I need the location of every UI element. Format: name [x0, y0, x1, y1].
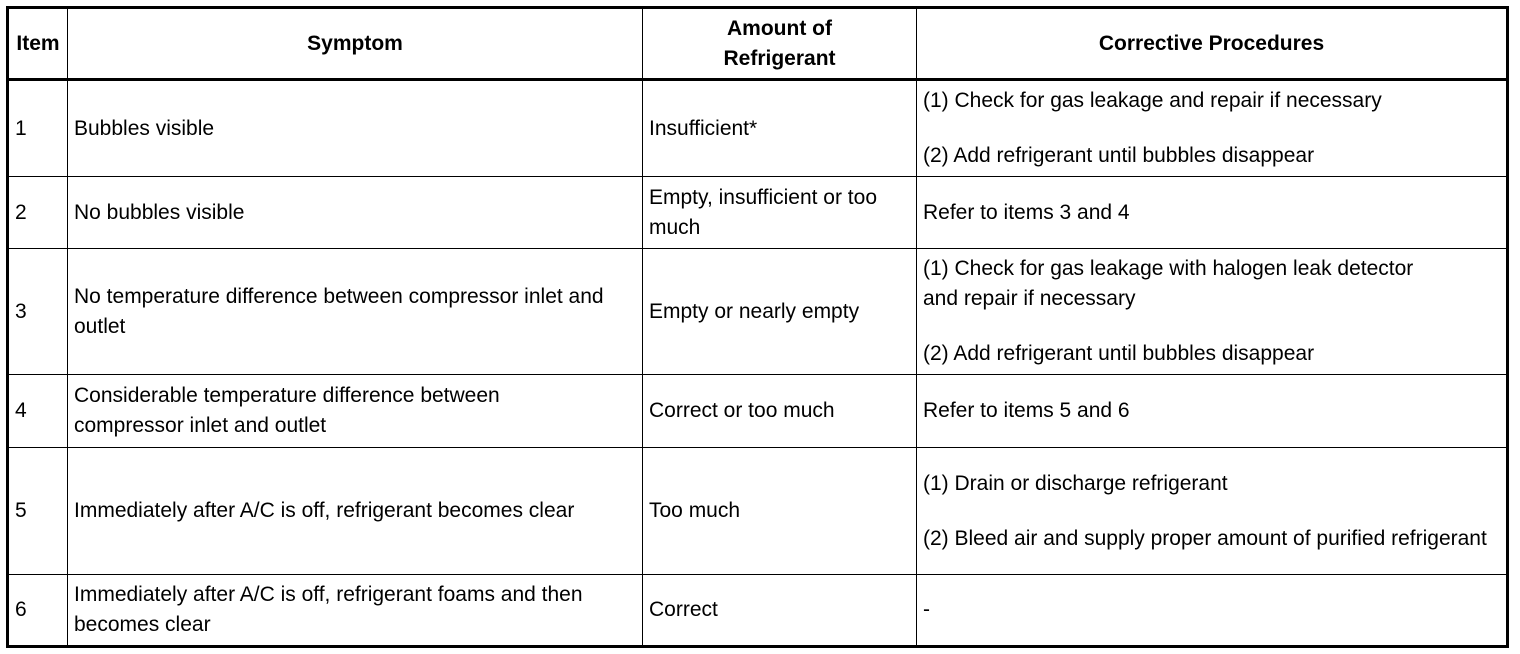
cell-amount: Empty or nearly empty: [643, 249, 917, 375]
cell-procedures: [917, 375, 1508, 448]
procedure-step: (2) Bleed air and supply proper amount of purified refrigerant: [923, 526, 1487, 550]
table-row: [8, 575, 1508, 647]
refrigerant-diagnosis-table: [6, 6, 1509, 648]
header-row: [8, 8, 1508, 80]
procedure-step: (2) Add refrigerant until bubbles disappear: [923, 342, 1315, 365]
cell-procedures: [917, 249, 1508, 375]
cell-item: 2: [8, 177, 68, 249]
procedure-step: -: [923, 598, 930, 621]
cell-procedures: [917, 177, 1508, 249]
header-item: Item: [8, 8, 68, 80]
cell-procedures: [917, 448, 1508, 575]
cell-item: 4: [8, 375, 68, 448]
cell-symptom: Immediately after A/C is off, refrigerant becomes clear: [68, 448, 643, 575]
cell-amount: Too much: [643, 448, 917, 575]
cell-item: 6: [8, 575, 68, 647]
cell-symptom: Immediately after A/C is off, refrigerant foams and then becomes clear: [68, 575, 643, 647]
procedure-step: (1) Drain or discharge refrigerant: [923, 471, 1228, 495]
header-symptom: Symptom: [68, 8, 643, 80]
table-row: [8, 249, 1508, 375]
procedure-step: Refer to items 5 and 6: [923, 399, 1130, 422]
header-amount: Amount of Refrigerant: [643, 8, 917, 80]
cell-item: 5: [8, 448, 68, 575]
cell-symptom: No temperature difference between compressor inlet and outlet: [68, 249, 643, 375]
procedure-step: (1) Check for gas leakage with halogen leak detector and repair if necessary: [923, 257, 1414, 310]
cell-amount: Insufficient*: [643, 80, 917, 177]
cell-symptom: No bubbles visible: [68, 177, 643, 249]
cell-symptom: Bubbles visible: [68, 80, 643, 177]
table-row: [8, 80, 1508, 177]
table-row: [8, 375, 1508, 448]
table-row: [8, 177, 1508, 249]
cell-amount: Correct or too much: [643, 375, 917, 448]
cell-procedures: [917, 80, 1508, 177]
procedure-step: (2) Add refrigerant until bubbles disappear: [923, 144, 1315, 167]
header-procedures: Corrective Procedures: [917, 8, 1508, 80]
cell-amount: Empty, insufficient or too much: [643, 177, 917, 249]
cell-item: 1: [8, 80, 68, 177]
procedure-step: (1) Check for gas leakage and repair if necessary: [923, 89, 1382, 112]
cell-symptom: Considerable temperature difference between compressor inlet and outlet: [68, 375, 643, 448]
cell-procedures: [917, 575, 1508, 647]
cell-amount: Correct: [643, 575, 917, 647]
cell-item: 3: [8, 249, 68, 375]
table-row: [8, 448, 1508, 575]
procedure-step: Refer to items 3 and 4: [923, 200, 1130, 224]
